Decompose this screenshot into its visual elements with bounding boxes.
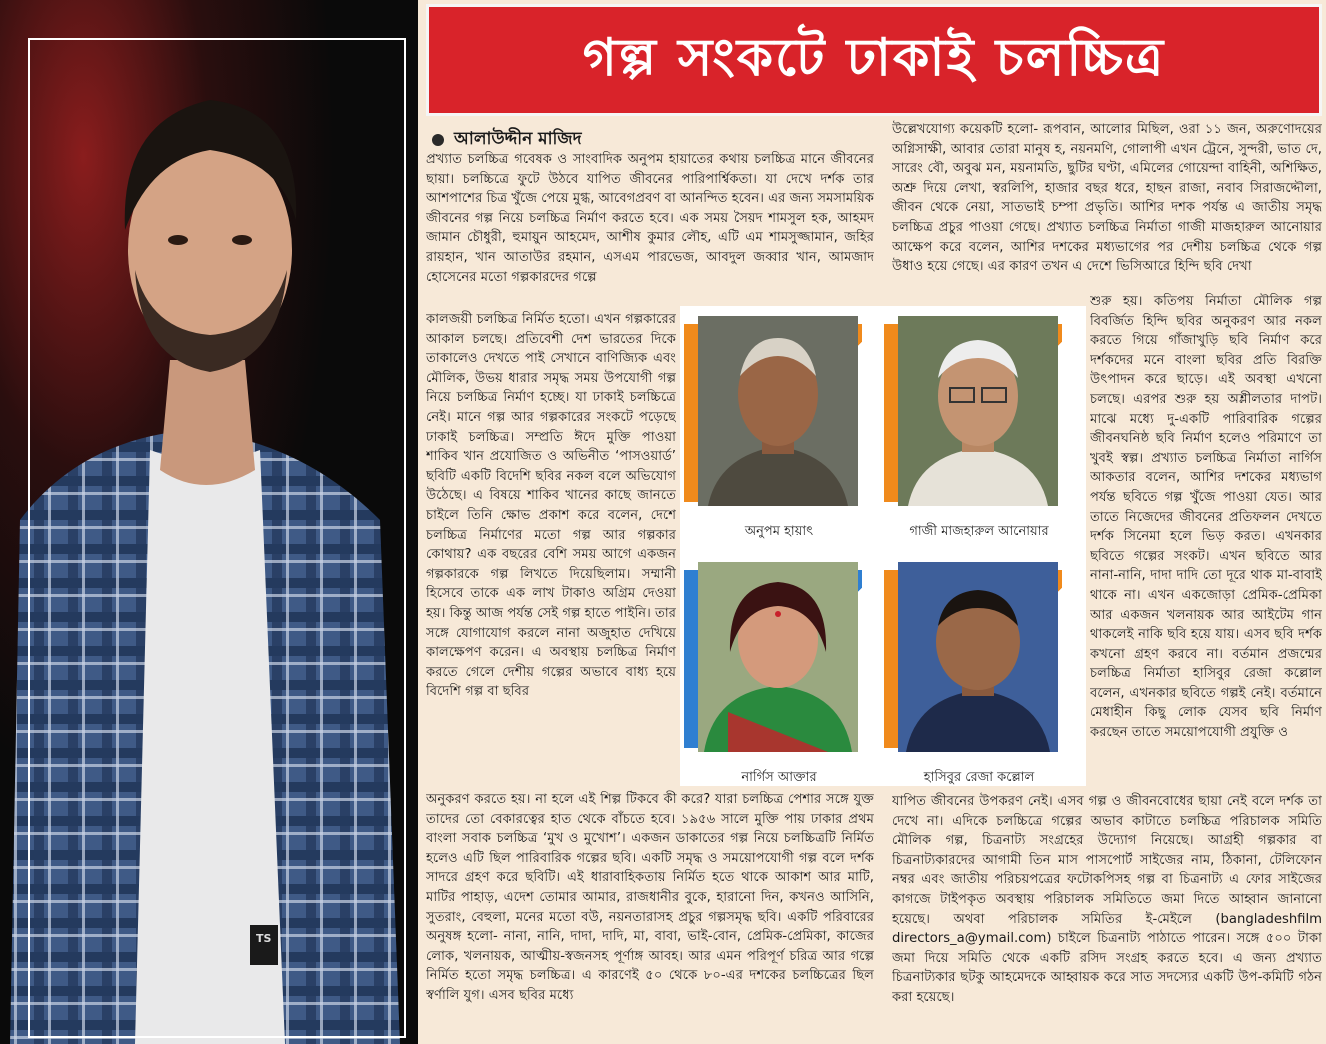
portrait-photo xyxy=(698,562,858,752)
portrait-caption: হাসিবুর রেজা কল্লোল xyxy=(923,770,1035,785)
headline-banner xyxy=(426,4,1322,116)
portrait-caption: গাজী মাজহারুল আনোয়ার xyxy=(909,524,1049,539)
article-paragraph: উল্লেখযোগ্য কয়েকটি হলো- রূপবান, আলোর মিছিল, ওরা ১১ জন, অরুণোদয়ের অগ্নিসাক্ষী, আবার তোরা মানুষ হ, নয়নমণি, গোলাপী এখন ট্রেনে, সুন্দরী, ভাত দে, সারেং বৌ, অবুঝ মন, ময়নামতি, ছুটির ঘণ্টা, এমিলের গোয়েন্দা বাহিনী, অশিক্ষিত, অশ্রু দিয়ে লেখা, স্বরলিপি, হাজার বছর ধরে, হাছন রাজা, নবাব সিরাজদ্দৌলা, জীবন থেকে নেয়া, সাতভাই চম্পা প্রভৃতি। আশির দশক পর্যন্ত এ জাতীয় সমৃদ্ধ চলচ্চিত্র প্রচুর পাওয়া গেছে। প্রখ্যাত চলচ্চিত্র নির্মাতা গাজী মাজহারুল আনোয়ার আক্ষেপ করে বলেন, আশির দশকের মধ্যভাগের পর দেশীয় চলচ্চিত্র থেকে গল্প উধাও হয়ে গেছে। এর কারণ তখন এ দেশে ভিসিআরে হিন্দি ছবি দেখা xyxy=(892,122,1322,275)
portrait-photo xyxy=(698,316,858,506)
bullet-icon xyxy=(432,134,444,146)
article-paragraph: কালজয়ী চলচ্চিত্র নির্মিত হতো। এখন গল্পকারের আকাল চলছে। প্রতিবেশী দেশ ভারতের দিকে তাকালেও দেখতে পাই সেখানে বাণিজ্যিক এবং মৌলিক, উভয় ধারার সমৃদ্ধ সময় উপযোগী গল্প নিয়ে চলচ্চিত্র নির্মাণ হচ্ছে। যা ঢাকাই চলচ্চিত্রে নেই। মানে গল্প আর গল্পকারের সংকটে পড়েছে ঢাকাই চলচ্চিত্র। সম্প্রতি ঈদে মুক্তি পাওয়া শাকিব খান প্রযোজিত ও অভিনীত ‘পাসওয়ার্ড’ ছবিটি একটি বিদেশি ছবির নকল বলে অভিযোগ উঠেছে। এ বিষয়ে শাকিব খানের কাছে জানতে চাইলে তিনি ক্ষোভ প্রকাশ করে বলেন, দেশে চলচ্চিত্র নির্মাণের মতো গল্প আর গল্পকার কোথায়? এক বছরের বেশি সময় আগে একজন গল্পকারকে গল্প লিখতে দিয়েছিলাম। সম্মানী হিসেবে তাকে এক লাখ টাকাও অগ্রিম দেওয়া হয়। কিন্তু আজ পর্যন্ত সেই গল্প হাতে পাইনি। তার সঙ্গে যোগাযোগ করলে নানা অজুহাত দেখিয়ে কালক্ষেপণ করেন। এ অবস্থায় চলচ্চিত্র নির্মাণ করতে গেলে দেশীয় গল্পের অভাবে বাধ্য হয়ে বিদেশি গল্প বা ছবির xyxy=(426,312,676,700)
portrait-caption: নার্গিস আক্তার xyxy=(741,770,817,785)
article-paragraph: অনুকরণ করতে হয়। না হলে এই শিল্প টিকবে কী করে? যারা চলচ্চিত্র পেশার সঙ্গে যুক্ত তাদের তো বেকারত্বের হাত থেকে বাঁচতে হবে। ১৯৫৬ সালে মুক্তি পায় ঢাকার প্রথম বাংলা সবাক চলচ্চিত্র ‘মুখ ও মুখোশ’। একজন ডাকাতের গল্প নিয়ে চলচ্চিত্রটি নির্মিত হলেও এটি ছিল পারিবারিক গল্পের ছবি। একটি সমৃদ্ধ ও সময়োপযোগী গল্প বলে দর্শক সাদরে গ্রহণ করে ছবিটি। এই ধারাবাহিকতায় নির্মিত হতে থাকে আকাশ আর মাটি, মাটির পাহাড়, এদেশ তোমার আমার, রাজধানীর বুকে, হারানো দিন, কখনও আসিনি, সুতরাং, বেহুলা, মনের মতো বউ, নয়নতারাসহ প্রচুর গল্পসমৃদ্ধ ছবি। একটি পরিবারের অনুষঙ্গ হলো- নানা, নানি, দাদা, দাদি, মা, বাবা, ভাই-বোন, প্রেমিক-প্রেমিকা, কাজের লোক, খলনায়ক, আত্মীয়-স্বজনসহ পূর্ণাঙ্গ আবহ। আর এমন পরিপূর্ণ চরিত্র আর গল্পে নির্মিত হতো সমৃদ্ধ চলচ্চিত্র। এ কারণেই ৫০ থেকে ৮০-এর দশকের চলচ্চিত্রের ছিল স্বর্ণালি যুগ। এসব ছবির মধ্যে xyxy=(426,792,874,1003)
portrait-photo xyxy=(898,562,1058,752)
headline: গল্প সংকটে ঢাকাই চলচ্চিত্র xyxy=(582,27,1166,88)
portrait-photo xyxy=(898,316,1058,506)
article-paragraph: শুরু হয়। কতিপয় নির্মাতা মৌলিক গল্প বিবর্জিত হিন্দি ছবির অনুকরণ আর নকল করতে গিয়ে গাঁজাখুড়ি ছবি নির্মাণ করে দর্শকদের মনে বাংলা ছবির প্রতি বিরক্তি উৎপাদন করে ছাড়ে। এই অবস্থা এখনো চলছে। এরপর শুরু হয় অশ্লীলতার দাপট। মাঝে মধ্যে দু-একটি পারিবারিক গল্পের জীবনঘনিষ্ঠ ছবি নির্মাণ হলেও পরিমাণে তা খুবই স্বল্প। প্রখ্যাত চলচ্চিত্র নির্মাতা নার্গিস আকতার বলেন, আশির দশকের মধ্যভাগ পর্যন্ত ছবিতে গল্প খুঁজে পাওয়া যেত। আর তাতে নিজেদের জীবনের প্রতিফলন দেখতে দর্শক সিনেমা হলে ভিড় করত। এখনকার ছবিতে গল্পের সংকট। এখন ছবিতে আর নানা-নানি, দাদা দাদি তো দূরে থাক মা-বাবাই থাকে না। এখন একজোড়া প্রেমিক-প্রেমিকা আর একজন খলনায়ক আর আইটেম গান থাকলেই নাকি ছবি হয়ে যায়। এসব ছবি দর্শক কখনো গ্রহণ করবে না। বর্তমান প্রজন্মের চলচ্চিত্র নির্মাতা হাসিবুর রেজা কল্লোল বলেন, এখনকার ছবিতে গল্পই নেই। বর্তমানে মেধাহীন কিছু লোক যেসব ছবি নির্মাণ করছেন তাতে সময়োপযোগী প্রযুক্তি ও xyxy=(1090,294,1322,741)
article-paragraph: যাপিত জীবনের উপকরণ নেই। এসব গল্প ও জীবনবোধের ছায়া নেই বলে দর্শক তা দেখে না। এদিকে চলচ্চিত্রে গল্পের অভাব কাটাতে চলচ্চিত্র পরিচালক সমিতি মৌলিক গল্প, চিত্রনাট্য সংগ্রহের উদ্যোগ নিয়েছে। আগ্রহী গল্পকার বা চিত্রনাট্যকারদের আগামী তিন মাস পাসপোর্ট সাইজের নাম, ঠিকানা, টেলিফোন নম্বর এবং জাতীয় পরিচয়পত্রের ফটোকপিসহ গল্প বা চিত্রনাট্য এ ফোর সাইজের কাগজে টাইপকৃত অবস্থায় পরিচালক সমিতিতে জমা দিতে আহ্বান জানানো হয়েছে। অথবা পরিচালক সমিতির ই-মেইলে (bangladeshfilm directors_a@ymail.com) চাইলে চিত্রনাট্য পাঠাতে পারেন। সঙ্গে ৫০০ টাকা জমা দিয়ে সমিতি থেকে একটি রসিদ সংগ্রহ করতে হবে। এ জন্য প্রখ্যাত চিত্রনাট্যকার ছটকু আহমেদকে আহ্বায়ক করে সাত সদস্যের একটি উপ-কমিটি গঠন করা হয়েছে। xyxy=(892,794,1322,1005)
portrait-caption: অনুপম হায়াৎ xyxy=(744,524,814,539)
hero-photo xyxy=(0,0,418,1044)
hero-frame xyxy=(28,38,406,1038)
author-name: আলাউদ্দীন মাজিদ xyxy=(454,129,582,149)
portrait-grid xyxy=(680,306,1086,786)
shirt-tag: TS xyxy=(256,932,272,945)
article-paragraph: প্রখ্যাত চলচ্চিত্র গবেষক ও সাংবাদিক অনুপম হায়াতের কথায় চলচ্চিত্র মানে জীবনের ছায়া। চলচ্চিত্রে ফুটে উঠবে যাপিত জীবনের পারিপার্শ্বিকতা। যা দেখে দর্শক তার আশপাশের চিত্র খুঁজে পেয়ে মুগ্ধ, আবেগপ্রবণ বা আনন্দিত হবেন। এর জন্য সমসাময়িক জীবনের গল্প নিয়ে চলচ্চিত্র নির্মাণ করতে হবে। এক সময় সৈয়দ শামসুল হক, আহমদ জামান চৌধুরী, হুমায়ুন আহমেদ, আশীষ কুমার লৌহ, এটি এম শামসুজ্জামান, জহির রায়হান, খান আতাউর রহমান, এসএম পারভেজ, আবদুল জব্বার খান, আমজাদ হোসেনের মতো গল্পকারদের গল্পে xyxy=(426,152,874,285)
